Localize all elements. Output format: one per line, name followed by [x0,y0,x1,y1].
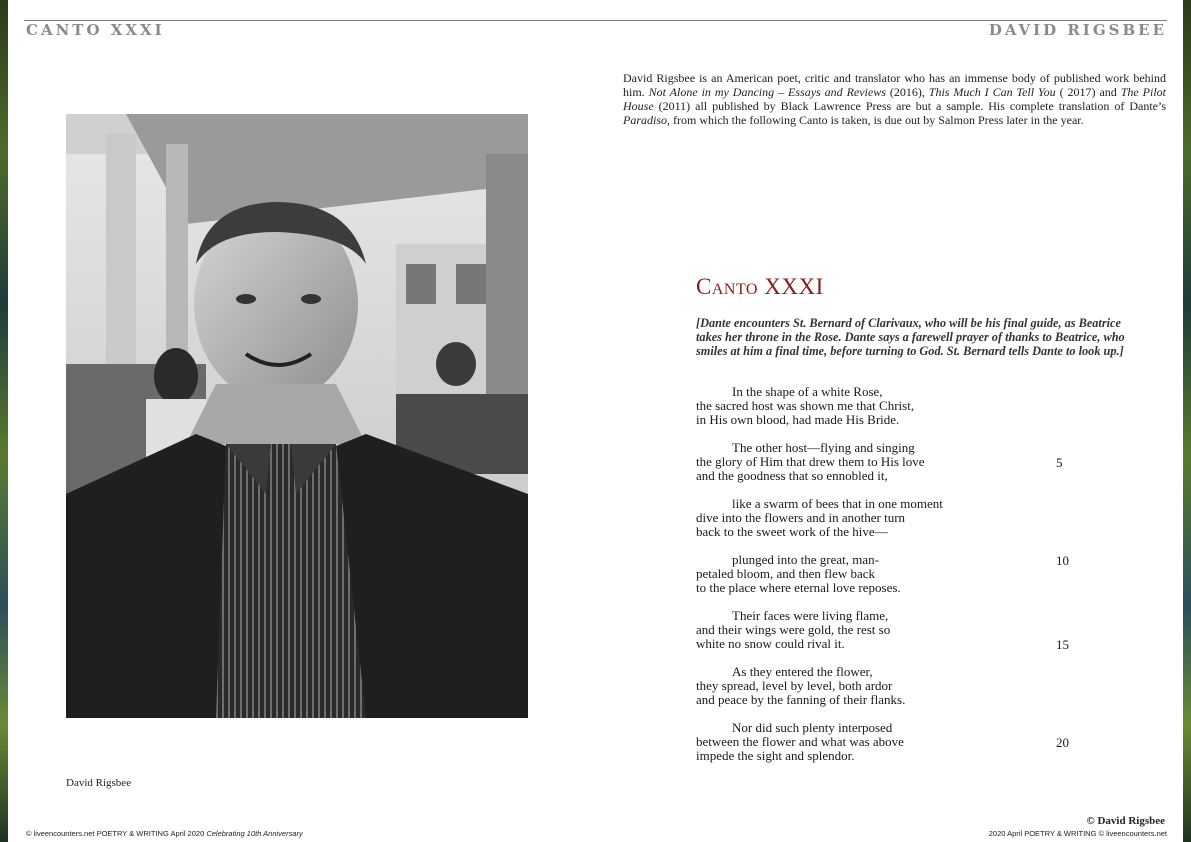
bio-text: ( 2017) and [1055,85,1121,99]
poem-line: white no snow could rival it. [696,636,845,651]
poem-line: in His own blood, had made His Bride. [696,412,900,427]
bio-book-title: Not Alone in my Dancing – Essays and Reviews [648,85,886,99]
poem-line: to the place where eternal love reposes. [696,580,901,595]
poem-line: back to the sweet work of the hive— [696,524,888,539]
line-number: 10 [1056,553,1069,568]
footer-left-text: © liveencounters.net POETRY & WRITING April 2020 [26,829,207,838]
bio-text: from which the following Canto is taken, is due out by Salmon Press later in the year. [670,113,1084,127]
poem-line: impede the sight and splendor. [696,748,855,763]
author-bio [623,71,1166,127]
right-decorative-border [1183,0,1191,842]
line-number: 20 [1056,735,1069,750]
poem-line: and peace by the fanning of their flanks. [696,692,906,707]
bio-text: (2011) all published by Black Lawrence Press are but a sample. His complete translation of Dante’s [653,99,1166,113]
line-number: 15 [1056,637,1069,652]
poem-line: plunged into the great, man- [732,552,879,567]
footer-right: 2020 April POETRY & WRITING © liveencounters.net [988,829,1167,838]
poem-line: and their wings were gold, the rest so [696,622,891,637]
poem-line: they spread, level by level, both ardor [696,678,893,693]
poem-line: the sacred host was shown me that Christ, [696,398,915,413]
bio-text: (2016), [885,85,929,99]
poem-line: The other host—flying and singing [732,440,915,455]
poem-line: between the flower and what was above [696,734,904,749]
header-author-name: DAVID RIGSBEE [988,21,1167,39]
poem-stanza [696,665,1056,707]
line-number: 5 [1056,455,1063,470]
poem-stanza [696,497,1056,539]
poem-line: like a swarm of bees that in one moment [732,496,943,511]
photo-caption: David Rigsbee [66,777,132,789]
poem-stanza [696,553,1056,595]
poem-line: the glory of Him that drew them to His love [696,454,925,469]
footer-left [26,829,303,838]
bio-book-title: This Much I Can Tell You [928,85,1056,99]
poem-title: Canto XXXI [696,274,824,299]
left-decorative-border [0,0,8,842]
poem-stanza [696,721,1056,763]
poem-line: dive into the flowers and in another turn [696,510,906,525]
poem-line: Nor did such plenty interposed [732,720,893,735]
bio-book-title: Paradiso, [623,113,671,127]
poem-stanza [696,385,1056,427]
poem-line: As they entered the flower, [732,664,873,679]
bio-book-title: The Pilot House [623,85,1166,113]
author-photo [66,114,528,718]
header-canto-title: CANTO XXXI [26,21,165,39]
poem-stanza [696,441,1056,483]
poem-copyright: © David Rigsbee [1086,815,1165,827]
author-photo-illustration [66,114,528,718]
poem-line: Their faces were living flame, [732,608,889,623]
poem-line: petaled bloom, and then flew back [696,566,876,581]
poem-line: and the goodness that so ennobled it, [696,468,888,483]
poem-introduction: [Dante encounters St. Bernard of Clarivaux, who will be his final guide, as Beatrice takes her throne in the Rose. Dante says a farewell prayer of thanks to Beatrice, who smiles at him a final time, before turning to God. St. Bernard tells Dante to look up.] [696,316,1125,358]
footer-anniversary-text: Celebrating 10th Anniversary [206,829,303,838]
bio-text: David Rigsbee is an American poet, critic and translator who has an immense body of published work behind him. [623,71,1166,99]
poem-line: In the shape of a white Rose, [732,384,883,399]
poem-stanza [696,609,1056,651]
